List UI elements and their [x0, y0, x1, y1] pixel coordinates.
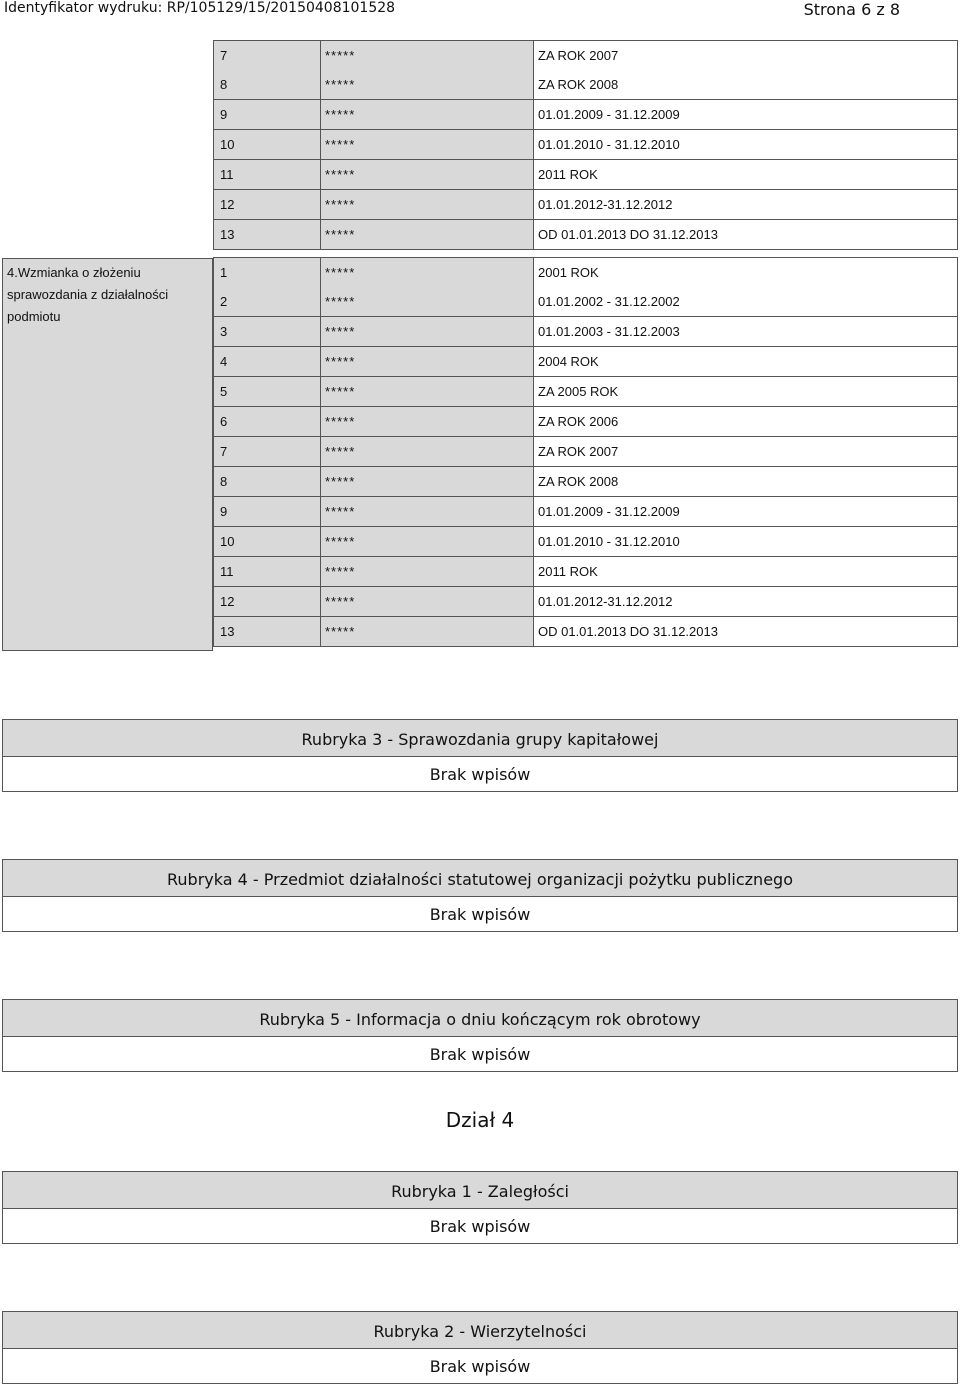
row-masked-value: *****	[321, 41, 534, 70]
row-period: 01.01.2010 - 31.12.2010	[534, 527, 957, 556]
row-number: 11	[214, 557, 321, 586]
row-number: 7	[214, 41, 321, 70]
table-row	[213, 497, 958, 527]
row-period: 01.01.2010 - 31.12.2010	[534, 130, 957, 159]
row-period: ZA ROK 2006	[534, 407, 957, 436]
page-header	[4, 0, 900, 18]
row-number: 8	[214, 70, 321, 99]
row-number: 4	[214, 347, 321, 376]
section-wierzytelnosci	[2, 1311, 958, 1384]
row-masked-value: *****	[321, 527, 534, 556]
table-row	[213, 407, 958, 437]
section-rubryka-4	[2, 859, 958, 932]
row-period: 2011 ROK	[534, 557, 957, 586]
section-zaleglosci	[2, 1171, 958, 1244]
row-masked-value: *****	[321, 587, 534, 616]
row-period: 2004 ROK	[534, 347, 957, 376]
row-period: 2011 ROK	[534, 160, 957, 189]
row-period: OD 01.01.2013 DO 31.12.2013	[534, 617, 957, 646]
row-period: 01.01.2003 - 31.12.2003	[534, 317, 957, 346]
row-period: 2001 ROK	[534, 258, 957, 287]
table-row	[213, 587, 958, 617]
section-body: Brak wpisów	[429, 1217, 531, 1236]
table-row	[213, 377, 958, 407]
section-rubryka-3	[2, 719, 958, 792]
row-number: 12	[214, 190, 321, 219]
table-row	[213, 100, 958, 130]
row-number: 7	[214, 437, 321, 466]
row-masked-value: *****	[321, 100, 534, 129]
row-number: 9	[214, 100, 321, 129]
section-title: Rubryka 3 - Sprawozdania grupy kapitałowej	[3, 720, 957, 757]
top-rows-table	[213, 40, 958, 250]
section-body: Brak wpisów	[429, 905, 531, 924]
row-masked-value: *****	[321, 287, 534, 316]
page-number: Strona 6 z 8	[803, 0, 900, 19]
section-body: Brak wpisów	[429, 1357, 531, 1376]
row-number: 2	[214, 287, 321, 316]
row-number: 9	[214, 497, 321, 526]
section-body: Brak wpisów	[429, 1045, 531, 1064]
row-period: OD 01.01.2013 DO 31.12.2013	[534, 220, 957, 249]
table-row	[213, 617, 958, 647]
section-title: Rubryka 2 - Wierzytelności	[3, 1312, 957, 1349]
table-row	[213, 160, 958, 190]
row-period: ZA ROK 2008	[534, 467, 957, 496]
row-period: 01.01.2012-31.12.2012	[534, 190, 957, 219]
row-period: 01.01.2012-31.12.2012	[534, 587, 957, 616]
division-heading: Dział 4	[445, 1108, 515, 1132]
row-masked-value: *****	[321, 258, 534, 287]
row-masked-value: *****	[321, 220, 534, 249]
row-masked-value: *****	[321, 497, 534, 526]
table-row	[213, 317, 958, 347]
table-row	[213, 70, 958, 100]
row-period: 01.01.2009 - 31.12.2009	[534, 100, 957, 129]
table-row	[213, 190, 958, 220]
section-title: Rubryka 1 - Zaległości	[3, 1172, 957, 1209]
row-number: 12	[214, 587, 321, 616]
section-title: Rubryka 5 - Informacja o dniu kończącym rok obrotowy	[3, 1000, 957, 1037]
table-row	[213, 220, 958, 250]
row-masked-value: *****	[321, 160, 534, 189]
table-row	[213, 40, 958, 70]
row-masked-value: *****	[321, 377, 534, 406]
table-row	[213, 437, 958, 467]
row-masked-value: *****	[321, 407, 534, 436]
table-row	[213, 467, 958, 497]
row-masked-value: *****	[321, 617, 534, 646]
row-period: ZA ROK 2007	[534, 41, 957, 70]
row-period: ZA 2005 ROK	[534, 377, 957, 406]
table-row	[213, 527, 958, 557]
section4-rows-table	[213, 257, 958, 647]
row-period: 01.01.2002 - 31.12.2002	[534, 287, 957, 316]
row-masked-value: *****	[321, 190, 534, 219]
row-number: 3	[214, 317, 321, 346]
section-rubryka-5	[2, 999, 958, 1072]
row-masked-value: *****	[321, 347, 534, 376]
print-identifier: Identyfikator wydruku: RP/105129/15/20150408101528	[4, 0, 396, 16]
table-row	[213, 257, 958, 287]
row-number: 10	[214, 130, 321, 159]
row-masked-value: *****	[321, 557, 534, 586]
row-number: 13	[214, 617, 321, 646]
row-period: 01.01.2009 - 31.12.2009	[534, 497, 957, 526]
table-row	[213, 287, 958, 317]
section-title: Rubryka 4 - Przedmiot działalności statutowej organizacji pożytku publicznego	[3, 860, 957, 897]
table-row	[213, 130, 958, 160]
row-masked-value: *****	[321, 70, 534, 99]
row-number: 6	[214, 407, 321, 436]
table-row	[213, 557, 958, 587]
row-number: 11	[214, 160, 321, 189]
section-body: Brak wpisów	[429, 765, 531, 784]
section-label-wzmianka: 4.Wzmianka o złożeniu sprawozdania z działalności podmiotu	[2, 258, 213, 651]
row-number: 10	[214, 527, 321, 556]
row-masked-value: *****	[321, 317, 534, 346]
row-period: ZA ROK 2008	[534, 70, 957, 99]
row-masked-value: *****	[321, 130, 534, 159]
row-period: ZA ROK 2007	[534, 437, 957, 466]
row-masked-value: *****	[321, 437, 534, 466]
row-number: 1	[214, 258, 321, 287]
row-masked-value: *****	[321, 467, 534, 496]
row-number: 13	[214, 220, 321, 249]
row-number: 8	[214, 467, 321, 496]
row-number: 5	[214, 377, 321, 406]
table-row	[213, 347, 958, 377]
